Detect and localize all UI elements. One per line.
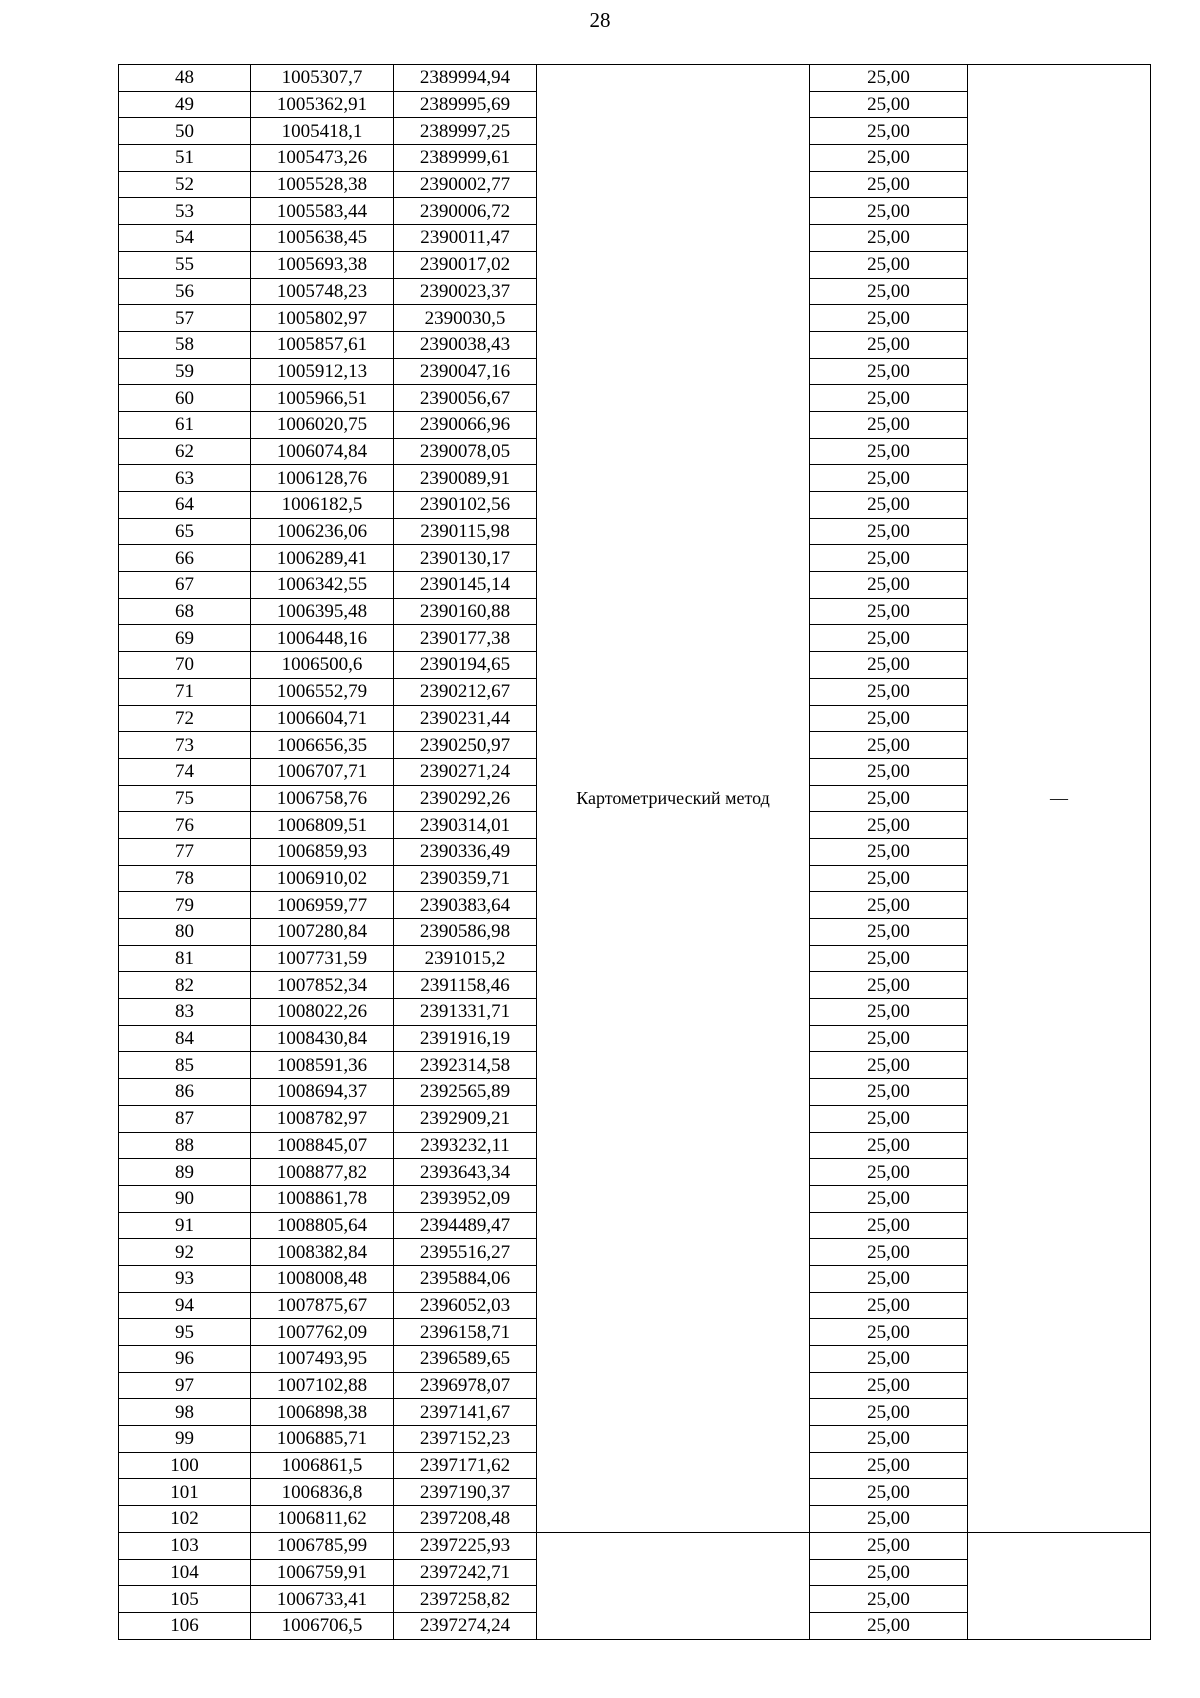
accuracy-cell: 25,00 xyxy=(810,1185,968,1212)
point-number-cell: 71 xyxy=(119,678,251,705)
x-coordinate-cell: 1006706,5 xyxy=(251,1612,394,1639)
y-coordinate-cell: 2395884,06 xyxy=(394,1265,537,1292)
accuracy-cell: 25,00 xyxy=(810,1025,968,1052)
x-coordinate-cell: 1008008,48 xyxy=(251,1265,394,1292)
accuracy-cell: 25,00 xyxy=(810,492,968,519)
x-coordinate-cell: 1006758,76 xyxy=(251,785,394,812)
method-cell: Картометрический метод xyxy=(537,65,810,1533)
x-coordinate-cell: 1006500,6 xyxy=(251,652,394,679)
x-coordinate-cell: 1006707,71 xyxy=(251,758,394,785)
y-coordinate-cell: 2390017,02 xyxy=(394,251,537,278)
accuracy-cell: 25,00 xyxy=(810,785,968,812)
point-number-cell: 51 xyxy=(119,145,251,172)
accuracy-cell: 25,00 xyxy=(810,758,968,785)
point-number-cell: 94 xyxy=(119,1292,251,1319)
x-coordinate-cell: 1005583,44 xyxy=(251,198,394,225)
point-number-cell: 65 xyxy=(119,518,251,545)
accuracy-cell: 25,00 xyxy=(810,1372,968,1399)
x-coordinate-cell: 1006861,5 xyxy=(251,1452,394,1479)
point-number-cell: 67 xyxy=(119,572,251,599)
accuracy-cell: 25,00 xyxy=(810,1079,968,1106)
y-coordinate-cell: 2390177,38 xyxy=(394,625,537,652)
accuracy-cell: 25,00 xyxy=(810,1159,968,1186)
point-number-cell: 62 xyxy=(119,438,251,465)
y-coordinate-cell: 2390231,44 xyxy=(394,705,537,732)
point-number-cell: 72 xyxy=(119,705,251,732)
x-coordinate-cell: 1006604,71 xyxy=(251,705,394,732)
x-coordinate-cell: 1006289,41 xyxy=(251,545,394,572)
y-coordinate-cell: 2397208,48 xyxy=(394,1506,537,1533)
point-number-cell: 79 xyxy=(119,892,251,919)
x-coordinate-cell: 1005473,26 xyxy=(251,145,394,172)
accuracy-cell: 25,00 xyxy=(810,1292,968,1319)
x-coordinate-cell: 1006552,79 xyxy=(251,678,394,705)
y-coordinate-cell: 2397171,62 xyxy=(394,1452,537,1479)
x-coordinate-cell: 1005966,51 xyxy=(251,385,394,412)
accuracy-cell: 25,00 xyxy=(810,1132,968,1159)
y-coordinate-cell: 2389997,25 xyxy=(394,118,537,145)
accuracy-cell: 25,00 xyxy=(810,1586,968,1613)
accuracy-cell: 25,00 xyxy=(810,652,968,679)
x-coordinate-cell: 1005748,23 xyxy=(251,278,394,305)
y-coordinate-cell: 2390030,5 xyxy=(394,305,537,332)
accuracy-cell: 25,00 xyxy=(810,919,968,946)
y-coordinate-cell: 2393952,09 xyxy=(394,1185,537,1212)
x-coordinate-cell: 1008845,07 xyxy=(251,1132,394,1159)
accuracy-cell: 25,00 xyxy=(810,1612,968,1639)
y-coordinate-cell: 2390383,64 xyxy=(394,892,537,919)
x-coordinate-cell: 1006885,71 xyxy=(251,1426,394,1453)
y-coordinate-cell: 2390011,47 xyxy=(394,225,537,252)
y-coordinate-cell: 2390089,91 xyxy=(394,465,537,492)
accuracy-cell: 25,00 xyxy=(810,1265,968,1292)
x-coordinate-cell: 1008694,37 xyxy=(251,1079,394,1106)
x-coordinate-cell: 1008805,64 xyxy=(251,1212,394,1239)
point-number-cell: 101 xyxy=(119,1479,251,1506)
x-coordinate-cell: 1005912,13 xyxy=(251,358,394,385)
point-number-cell: 99 xyxy=(119,1426,251,1453)
point-number-cell: 104 xyxy=(119,1559,251,1586)
point-number-cell: 69 xyxy=(119,625,251,652)
y-coordinate-cell: 2396978,07 xyxy=(394,1372,537,1399)
x-coordinate-cell: 1008430,84 xyxy=(251,1025,394,1052)
point-number-cell: 58 xyxy=(119,331,251,358)
point-number-cell: 49 xyxy=(119,91,251,118)
y-coordinate-cell: 2390160,88 xyxy=(394,598,537,625)
y-coordinate-cell: 2395516,27 xyxy=(394,1239,537,1266)
point-number-cell: 56 xyxy=(119,278,251,305)
accuracy-cell: 25,00 xyxy=(810,118,968,145)
x-coordinate-cell: 1007102,88 xyxy=(251,1372,394,1399)
point-number-cell: 54 xyxy=(119,225,251,252)
point-number-cell: 78 xyxy=(119,865,251,892)
accuracy-cell: 25,00 xyxy=(810,1399,968,1426)
table-row xyxy=(119,1532,1151,1559)
y-coordinate-cell: 2389999,61 xyxy=(394,145,537,172)
point-number-cell: 86 xyxy=(119,1079,251,1106)
table-row xyxy=(119,65,1151,92)
point-number-cell: 85 xyxy=(119,1052,251,1079)
accuracy-cell: 25,00 xyxy=(810,1105,968,1132)
coordinates-table-body xyxy=(119,65,1151,1640)
x-coordinate-cell: 1008782,97 xyxy=(251,1105,394,1132)
y-coordinate-cell: 2397225,93 xyxy=(394,1532,537,1559)
accuracy-cell: 25,00 xyxy=(810,625,968,652)
x-coordinate-cell: 1006898,38 xyxy=(251,1399,394,1426)
x-coordinate-cell: 1006448,16 xyxy=(251,625,394,652)
accuracy-cell: 25,00 xyxy=(810,945,968,972)
x-coordinate-cell: 1005307,7 xyxy=(251,65,394,92)
y-coordinate-cell: 2393643,34 xyxy=(394,1159,537,1186)
y-coordinate-cell: 2396158,71 xyxy=(394,1319,537,1346)
y-coordinate-cell: 2390336,49 xyxy=(394,838,537,865)
y-coordinate-cell: 2397152,23 xyxy=(394,1426,537,1453)
x-coordinate-cell: 1005802,97 xyxy=(251,305,394,332)
accuracy-cell: 25,00 xyxy=(810,999,968,1026)
y-coordinate-cell: 2394489,47 xyxy=(394,1212,537,1239)
x-coordinate-cell: 1007493,95 xyxy=(251,1346,394,1373)
y-coordinate-cell: 2391158,46 xyxy=(394,972,537,999)
accuracy-cell: 25,00 xyxy=(810,1426,968,1453)
y-coordinate-cell: 2396589,65 xyxy=(394,1346,537,1373)
y-coordinate-cell: 2391331,71 xyxy=(394,999,537,1026)
accuracy-cell: 25,00 xyxy=(810,411,968,438)
x-coordinate-cell: 1007762,09 xyxy=(251,1319,394,1346)
y-coordinate-cell: 2389995,69 xyxy=(394,91,537,118)
x-coordinate-cell: 1005693,38 xyxy=(251,251,394,278)
point-number-cell: 92 xyxy=(119,1239,251,1266)
x-coordinate-cell: 1006128,76 xyxy=(251,465,394,492)
accuracy-cell: 25,00 xyxy=(810,1239,968,1266)
description-cell: — xyxy=(968,65,1151,1533)
y-coordinate-cell: 2397141,67 xyxy=(394,1399,537,1426)
point-number-cell: 55 xyxy=(119,251,251,278)
point-number-cell: 70 xyxy=(119,652,251,679)
accuracy-cell: 25,00 xyxy=(810,91,968,118)
point-number-cell: 81 xyxy=(119,945,251,972)
accuracy-cell: 25,00 xyxy=(810,572,968,599)
accuracy-cell: 25,00 xyxy=(810,198,968,225)
y-coordinate-cell: 2390102,56 xyxy=(394,492,537,519)
accuracy-cell: 25,00 xyxy=(810,1346,968,1373)
y-coordinate-cell: 2390115,98 xyxy=(394,518,537,545)
accuracy-cell: 25,00 xyxy=(810,145,968,172)
x-coordinate-cell: 1006809,51 xyxy=(251,812,394,839)
page-number: 28 xyxy=(589,8,611,32)
y-coordinate-cell: 2390047,16 xyxy=(394,358,537,385)
x-coordinate-cell: 1005638,45 xyxy=(251,225,394,252)
x-coordinate-cell: 1008382,84 xyxy=(251,1239,394,1266)
x-coordinate-cell: 1006959,77 xyxy=(251,892,394,919)
accuracy-cell: 25,00 xyxy=(810,465,968,492)
x-coordinate-cell: 1007875,67 xyxy=(251,1292,394,1319)
point-number-cell: 93 xyxy=(119,1265,251,1292)
point-number-cell: 106 xyxy=(119,1612,251,1639)
accuracy-cell: 25,00 xyxy=(810,812,968,839)
y-coordinate-cell: 2390002,77 xyxy=(394,171,537,198)
x-coordinate-cell: 1007731,59 xyxy=(251,945,394,972)
y-coordinate-cell: 2390056,67 xyxy=(394,385,537,412)
y-coordinate-cell: 2390292,26 xyxy=(394,785,537,812)
accuracy-cell: 25,00 xyxy=(810,305,968,332)
x-coordinate-cell: 1006836,8 xyxy=(251,1479,394,1506)
accuracy-cell: 25,00 xyxy=(810,1506,968,1533)
y-coordinate-cell: 2390271,24 xyxy=(394,758,537,785)
x-coordinate-cell: 1005528,38 xyxy=(251,171,394,198)
y-coordinate-cell: 2391015,2 xyxy=(394,945,537,972)
accuracy-cell: 25,00 xyxy=(810,972,968,999)
x-coordinate-cell: 1007280,84 xyxy=(251,919,394,946)
x-coordinate-cell: 1008022,26 xyxy=(251,999,394,1026)
point-number-cell: 48 xyxy=(119,65,251,92)
point-number-cell: 63 xyxy=(119,465,251,492)
accuracy-cell: 25,00 xyxy=(810,358,968,385)
point-number-cell: 52 xyxy=(119,171,251,198)
x-coordinate-cell: 1006074,84 xyxy=(251,438,394,465)
y-coordinate-cell: 2390038,43 xyxy=(394,331,537,358)
point-number-cell: 84 xyxy=(119,1025,251,1052)
x-coordinate-cell: 1008861,78 xyxy=(251,1185,394,1212)
point-number-cell: 80 xyxy=(119,919,251,946)
accuracy-cell: 25,00 xyxy=(810,865,968,892)
accuracy-cell: 25,00 xyxy=(810,1052,968,1079)
y-coordinate-cell: 2392909,21 xyxy=(394,1105,537,1132)
x-coordinate-cell: 1006733,41 xyxy=(251,1586,394,1613)
y-coordinate-cell: 2389994,94 xyxy=(394,65,537,92)
y-coordinate-cell: 2390194,65 xyxy=(394,652,537,679)
y-coordinate-cell: 2390078,05 xyxy=(394,438,537,465)
point-number-cell: 73 xyxy=(119,732,251,759)
accuracy-cell: 25,00 xyxy=(810,1479,968,1506)
point-number-cell: 91 xyxy=(119,1212,251,1239)
point-number-cell: 98 xyxy=(119,1399,251,1426)
point-number-cell: 87 xyxy=(119,1105,251,1132)
x-coordinate-cell: 1008591,36 xyxy=(251,1052,394,1079)
x-coordinate-cell: 1006236,06 xyxy=(251,518,394,545)
y-coordinate-cell: 2397258,82 xyxy=(394,1586,537,1613)
point-number-cell: 83 xyxy=(119,999,251,1026)
y-coordinate-cell: 2390250,97 xyxy=(394,732,537,759)
accuracy-cell: 25,00 xyxy=(810,892,968,919)
accuracy-cell: 25,00 xyxy=(810,1212,968,1239)
method-cell-empty xyxy=(537,1532,810,1639)
y-coordinate-cell: 2397242,71 xyxy=(394,1559,537,1586)
description-cell-empty xyxy=(968,1532,1151,1639)
point-number-cell: 68 xyxy=(119,598,251,625)
y-coordinate-cell: 2390586,98 xyxy=(394,919,537,946)
x-coordinate-cell: 1005418,1 xyxy=(251,118,394,145)
x-coordinate-cell: 1006811,62 xyxy=(251,1506,394,1533)
point-number-cell: 88 xyxy=(119,1132,251,1159)
x-coordinate-cell: 1006785,99 xyxy=(251,1532,394,1559)
point-number-cell: 66 xyxy=(119,545,251,572)
point-number-cell: 102 xyxy=(119,1506,251,1533)
accuracy-cell: 25,00 xyxy=(810,438,968,465)
accuracy-cell: 25,00 xyxy=(810,331,968,358)
x-coordinate-cell: 1005857,61 xyxy=(251,331,394,358)
y-coordinate-cell: 2396052,03 xyxy=(394,1292,537,1319)
accuracy-cell: 25,00 xyxy=(810,1319,968,1346)
point-number-cell: 74 xyxy=(119,758,251,785)
point-number-cell: 90 xyxy=(119,1185,251,1212)
accuracy-cell: 25,00 xyxy=(810,1532,968,1559)
point-number-cell: 97 xyxy=(119,1372,251,1399)
y-coordinate-cell: 2390212,67 xyxy=(394,678,537,705)
accuracy-cell: 25,00 xyxy=(810,705,968,732)
accuracy-cell: 25,00 xyxy=(810,65,968,92)
accuracy-cell: 25,00 xyxy=(810,732,968,759)
point-number-cell: 89 xyxy=(119,1159,251,1186)
y-coordinate-cell: 2390066,96 xyxy=(394,411,537,438)
point-number-cell: 100 xyxy=(119,1452,251,1479)
y-coordinate-cell: 2390359,71 xyxy=(394,865,537,892)
point-number-cell: 82 xyxy=(119,972,251,999)
point-number-cell: 75 xyxy=(119,785,251,812)
point-number-cell: 77 xyxy=(119,838,251,865)
y-coordinate-cell: 2392314,58 xyxy=(394,1052,537,1079)
accuracy-cell: 25,00 xyxy=(810,838,968,865)
point-number-cell: 57 xyxy=(119,305,251,332)
point-number-cell: 105 xyxy=(119,1586,251,1613)
accuracy-cell: 25,00 xyxy=(810,278,968,305)
point-number-cell: 59 xyxy=(119,358,251,385)
accuracy-cell: 25,00 xyxy=(810,545,968,572)
x-coordinate-cell: 1006910,02 xyxy=(251,865,394,892)
point-number-cell: 76 xyxy=(119,812,251,839)
accuracy-cell: 25,00 xyxy=(810,225,968,252)
y-coordinate-cell: 2392565,89 xyxy=(394,1079,537,1106)
x-coordinate-cell: 1006859,93 xyxy=(251,838,394,865)
x-coordinate-cell: 1006656,35 xyxy=(251,732,394,759)
y-coordinate-cell: 2390145,14 xyxy=(394,572,537,599)
accuracy-cell: 25,00 xyxy=(810,678,968,705)
point-number-cell: 53 xyxy=(119,198,251,225)
x-coordinate-cell: 1006395,48 xyxy=(251,598,394,625)
x-coordinate-cell: 1005362,91 xyxy=(251,91,394,118)
x-coordinate-cell: 1008877,82 xyxy=(251,1159,394,1186)
point-number-cell: 61 xyxy=(119,411,251,438)
x-coordinate-cell: 1006759,91 xyxy=(251,1559,394,1586)
point-number-cell: 96 xyxy=(119,1346,251,1373)
y-coordinate-cell: 2390130,17 xyxy=(394,545,537,572)
accuracy-cell: 25,00 xyxy=(810,1559,968,1586)
y-coordinate-cell: 2397274,24 xyxy=(394,1612,537,1639)
coordinates-table xyxy=(118,64,1151,1640)
x-coordinate-cell: 1007852,34 xyxy=(251,972,394,999)
point-number-cell: 64 xyxy=(119,492,251,519)
y-coordinate-cell: 2390023,37 xyxy=(394,278,537,305)
point-number-cell: 50 xyxy=(119,118,251,145)
point-number-cell: 60 xyxy=(119,385,251,412)
accuracy-cell: 25,00 xyxy=(810,171,968,198)
accuracy-cell: 25,00 xyxy=(810,518,968,545)
accuracy-cell: 25,00 xyxy=(810,598,968,625)
y-coordinate-cell: 2390314,01 xyxy=(394,812,537,839)
accuracy-cell: 25,00 xyxy=(810,1452,968,1479)
accuracy-cell: 25,00 xyxy=(810,251,968,278)
x-coordinate-cell: 1006342,55 xyxy=(251,572,394,599)
y-coordinate-cell: 2393232,11 xyxy=(394,1132,537,1159)
point-number-cell: 103 xyxy=(119,1532,251,1559)
y-coordinate-cell: 2390006,72 xyxy=(394,198,537,225)
x-coordinate-cell: 1006182,5 xyxy=(251,492,394,519)
y-coordinate-cell: 2391916,19 xyxy=(394,1025,537,1052)
y-coordinate-cell: 2397190,37 xyxy=(394,1479,537,1506)
point-number-cell: 95 xyxy=(119,1319,251,1346)
accuracy-cell: 25,00 xyxy=(810,385,968,412)
x-coordinate-cell: 1006020,75 xyxy=(251,411,394,438)
